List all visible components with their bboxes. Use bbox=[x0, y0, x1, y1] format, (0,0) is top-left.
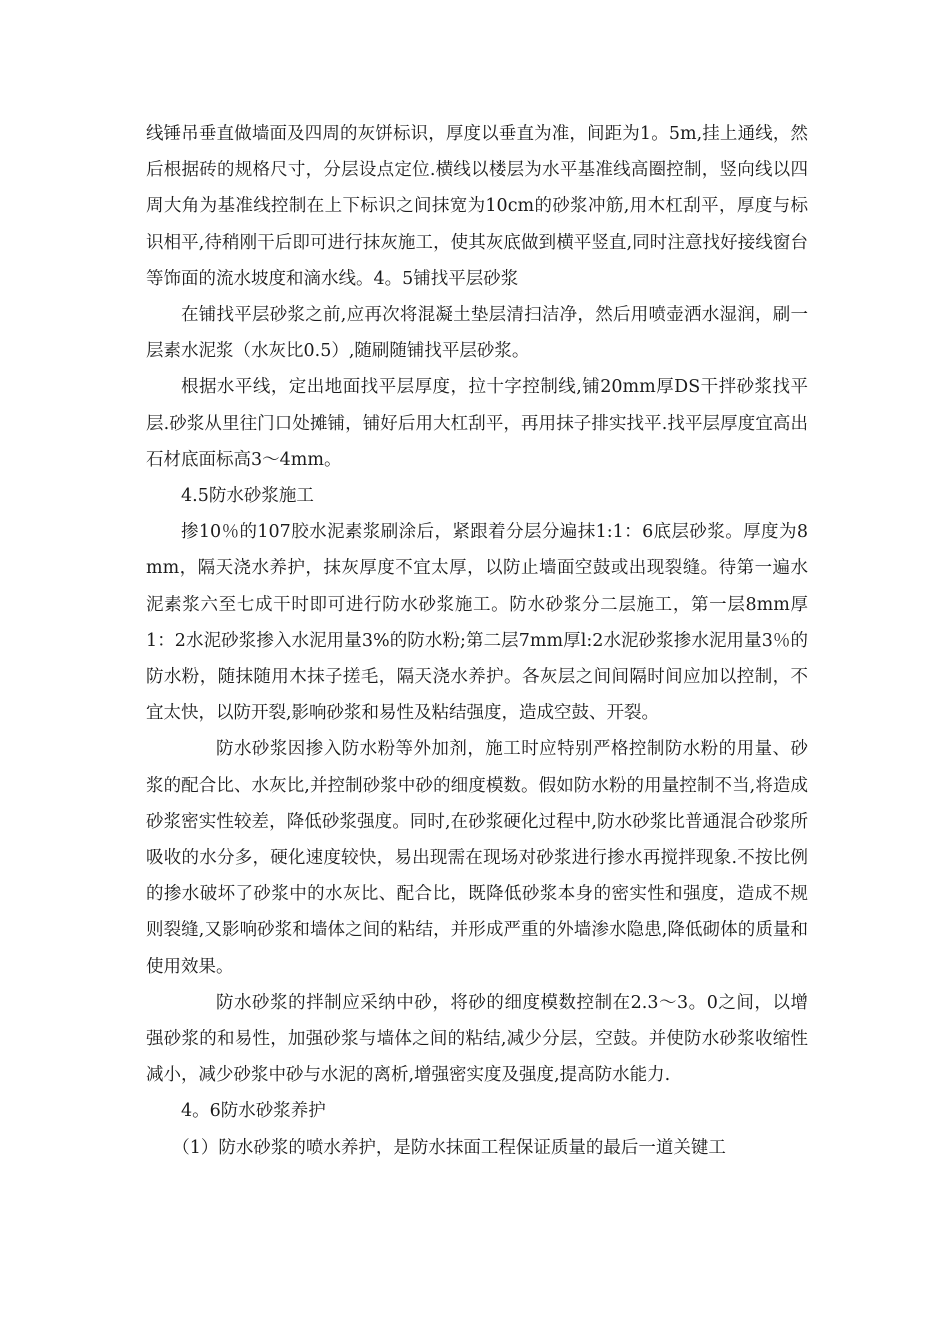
paragraph-leveling-prep: 在铺找平层砂浆之前,应再次将混凝土垫层清扫洁净，然后用喷壶洒水湿润，刷一层素水泥浆（水灰比0.5）,随刷随铺找平层砂浆。 bbox=[146, 305, 808, 362]
paragraph-sand-mixing: 防水砂浆的拌制应采纳中砂，将砂的细度模数控制在2.3～3。0之间，以增强砂浆的和易性，加强砂浆与墙体之间的粘结,减少分层，空鼓。并使防水砂浆收缩性减小，减少砂浆中砂与水泥的离析,增强密实度及强度,提高防水能力. bbox=[146, 992, 808, 1086]
section-heading-waterproof-curing: 4。6防水砂浆养护 bbox=[181, 1101, 326, 1122]
paragraph-waterproof-layers: 掺10％的107胶水泥素浆刷涂后，紧跟着分层分遍抹1:1：6底层砂浆。厚度为8mm，隔天浇水养护，抹灰厚度不宜太厚，以防止墙面空鼓或出现裂缝。待第一遍水泥素浆六至七成干时即可进行防水砂浆施工。防水砂浆分二层施工，第一层8mm厚1：2水泥砂浆掺入水泥用量3%的防水粉;第二层7mm厚l:2水泥砂浆掺水泥用量3％的防水粉，随抹随用木抹子搓毛，隔天浇水养护。各灰层之间间隔时间应加以控制，不宜太快，以防开裂,影响砂浆和易性及粘结强度，造成空鼓、开裂。 bbox=[146, 522, 808, 724]
paragraph-waterproof-control: 防水砂浆因掺入防水粉等外加剂，施工时应特别严格控制防水粉的用量、砂浆的配合比、水灰比,并控制砂浆中砂的细度模数。假如防水粉的用量控制不当,将造成砂浆密实性较差，降低砂浆强度。同时,在砂浆硬化过程中,防水砂浆比普通混合砂浆所吸收的水分多，硬化速度较快，易出现需在现场对砂浆进行掺水再搅拌现象.不按比例的掺水破坏了砂浆中的水灰比、配合比，既降低砂浆本身的密实性和强度，造成不规则裂缝,又影响砂浆和墙体之间的粘结，并形成严重的外墙渗水隐患,降低砌体的质量和使用效果。 bbox=[146, 739, 808, 977]
paragraph-plastering-marks: 线锤吊垂直做墙面及四周的灰饼标识，厚度以垂直为准，间距为1。5m,挂上通线，然后根据砖的规格尺寸，分层设点定位.横线以楼层为水平基准线高圈控制，竖向线以四周大角为基准线控制在上下标识之间抹宽为10cm的砂浆冲筋,用木杠刮平，厚度与标识相平,待稍刚干后即可进行抹灰施工，使其灰底做到横平竖直,同时注意找好接线窗台等饰面的流水坡度和滴水线。4。5铺找平层砂浆 bbox=[146, 124, 808, 289]
paragraph-curing-item-1: （1）防水砂浆的喷水养护，是防水抹面工程保证质量的最后一道关键工 bbox=[172, 1137, 726, 1158]
document-body bbox=[146, 116, 808, 1166]
paragraph-leveling-layer: 根据水平线，定出地面找平层厚度，拉十字控制线,铺20mm厚DS干拌砂浆找平层.砂浆从里往门口处摊铺，铺好后用大杠刮平，再用抹子排实找平.找平层厚度宜高出石材底面标高3～4mm。 bbox=[146, 377, 808, 470]
section-heading-waterproof-construction: 4.5防水砂浆施工 bbox=[181, 486, 314, 507]
